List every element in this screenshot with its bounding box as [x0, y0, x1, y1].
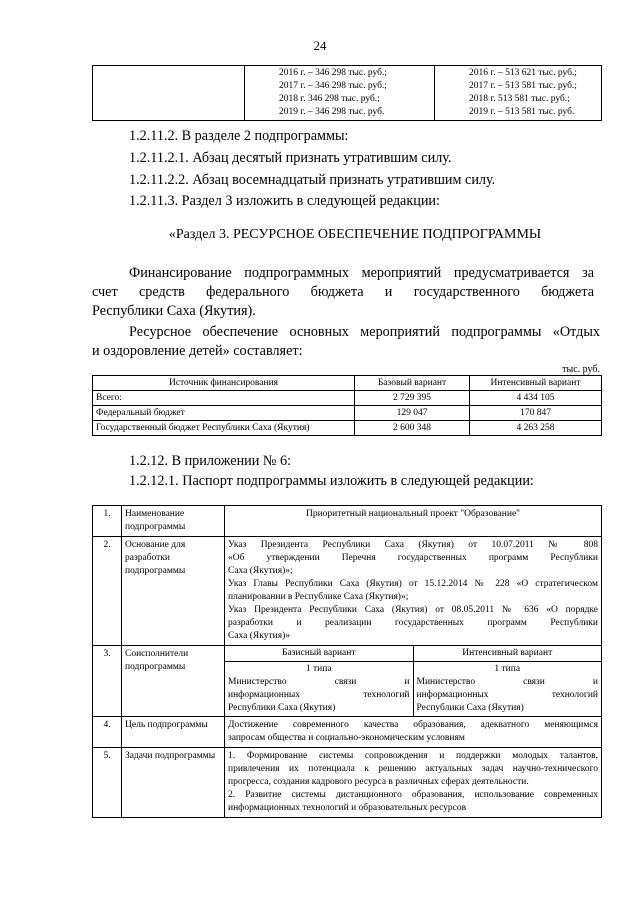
- passport-table: [92, 505, 602, 818]
- base-variant-header: Базисный вариант: [225, 646, 413, 662]
- passport-row-goal: [93, 717, 602, 748]
- source-cell: Федеральный бюджет: [93, 406, 355, 421]
- header-intensive: Интенсивный вариант: [470, 376, 602, 391]
- coexecutors-table: [225, 646, 601, 716]
- intensive-cell: 170 847: [470, 406, 602, 421]
- financing-line-2: счет средств федерального бюджета и государственного бюджета: [92, 284, 594, 300]
- section-heading: «Раздел 3. РЕСУРСНОЕ ОБЕСПЕЧЕНИЕ ПОДПРОГРАММЫ: [168, 227, 542, 242]
- page-number: 24: [313, 38, 327, 53]
- row-label: Задачи подпрограммы: [122, 748, 225, 818]
- row-label: Наименование подпрограммы: [122, 506, 225, 537]
- paragraph-1-2-11-3: 1.2.11.3. Раздел 3 изложить в следующей редакции:: [129, 193, 440, 209]
- financing-line-3: Республики Саха (Якутия).: [92, 303, 256, 319]
- funding-table: [92, 375, 602, 436]
- source-cell: Всего:: [93, 391, 355, 406]
- base-variant-cell: 1 типа Министерство связи и информационных технологий Республики Саха (Якутия): [225, 662, 413, 717]
- resources-line-2: и оздоровление детей» составляет:: [92, 343, 303, 359]
- base-cell: 2 600 348: [355, 421, 470, 436]
- row-number: 5.: [93, 748, 122, 818]
- row-value: Приоритетный национальный проект "Образование": [225, 506, 602, 537]
- base-cell: 129 047: [355, 406, 470, 421]
- row-value: 1. Формирование системы сопровождения и поддержки молодых талантов, привлечения их потенциала к решению актуальных задач научно-технического прогресса, создания кадрового ресурса в различных сферах деятельности. 2. Развитие системы дистанционного образования, использование современных информационных технологий и образовательных ресурсов: [225, 748, 602, 818]
- intensive-cell: 4 434 105: [470, 391, 602, 406]
- intensive-cell: 4 263 258: [470, 421, 602, 436]
- row-value: [225, 646, 602, 717]
- table-row: [93, 406, 602, 421]
- table-row: [93, 391, 602, 406]
- row-number: 1.: [93, 506, 122, 537]
- paragraph-1-2-12-1: 1.2.12.1. Паспорт подпрограммы изложить в следующей редакции:: [129, 473, 534, 489]
- row-value: Достижение современного качества образования, адекватного меняющимся запросам общества и социально-экономическим условиям: [225, 717, 602, 748]
- paragraph-1-2-11-2-1: 1.2.11.2.1. Абзац десятый признать утратившим силу.: [129, 150, 452, 166]
- row-label: Соисполнители подпрограммы: [122, 646, 225, 717]
- row-number: 3.: [93, 646, 122, 717]
- top-financing-table: [92, 65, 602, 121]
- table-row: [93, 421, 602, 436]
- financing-line-1: Финансирование подпрограммных мероприятий предусматривается за: [129, 265, 594, 281]
- top-table-base-cell: 2016 г. – 346 298 тыс. руб.; 2017 г. – 346 298 тыс. руб.; 2018 г. 346 298 тыс. руб.; 2019 г. – 346 298 тыс. руб.: [245, 66, 435, 121]
- row-number: 4.: [93, 717, 122, 748]
- row-value: Указ Президента Республики Саха (Якутия) от 10.07.2011 № 808 «Об утверждении Перечня государственных программ Республики Саха (Якутия)»; Указ Главы Республики Саха (Якутия) от 15.12.2014 № 228 «О стратегическом планировании в Республике Саха (Якутия)»; Указ Президента Республики Саха (Якутия) от 08.05.2011 № 636 «О порядке разработки и реализации государственных программ Республики Саха (Якутия)»: [225, 537, 602, 646]
- base-cell: 2 729 395: [355, 391, 470, 406]
- top-table-intensive-cell: 2016 г. – 513 621 тыс. руб.; 2017 г. – 513 581 тыс. руб.; 2018 г. 513 581 тыс. руб.; 2019 г. – 513 581 тыс. руб.: [435, 66, 602, 121]
- passport-row-name: [93, 506, 602, 537]
- header-base: Базовый вариант: [355, 376, 470, 391]
- passport-row-basis: [93, 537, 602, 646]
- source-cell: Государственный бюджет Республики Саха (Якутия): [93, 421, 355, 436]
- header-source: Источник финансирования: [93, 376, 355, 391]
- intensive-variant-header: Интенсивный вариант: [413, 646, 601, 662]
- row-label: Основание для разработки подпрограммы: [122, 537, 225, 646]
- top-table-empty-cell: [93, 66, 245, 121]
- passport-row-coexecutors: [93, 646, 602, 717]
- paragraph-1-2-12: 1.2.12. В приложении № 6:: [129, 453, 292, 469]
- passport-row-tasks: [93, 748, 602, 818]
- paragraph-1-2-11-2: 1.2.11.2. В разделе 2 подпрограммы:: [129, 128, 349, 144]
- resources-line-1: Ресурсное обеспечение основных мероприятий подпрограммы «Отдых: [129, 324, 600, 340]
- paragraph-1-2-11-2-2: 1.2.11.2.2. Абзац восемнадцатый признать утратившим силу.: [129, 172, 496, 188]
- intensive-variant-cell: 1 типа Министерство связи и информационных технологий Республики Саха (Якутия): [413, 662, 601, 717]
- row-label: Цель подпрограммы: [122, 717, 225, 748]
- unit-label: тыс. руб.: [562, 364, 600, 375]
- row-number: 2.: [93, 537, 122, 646]
